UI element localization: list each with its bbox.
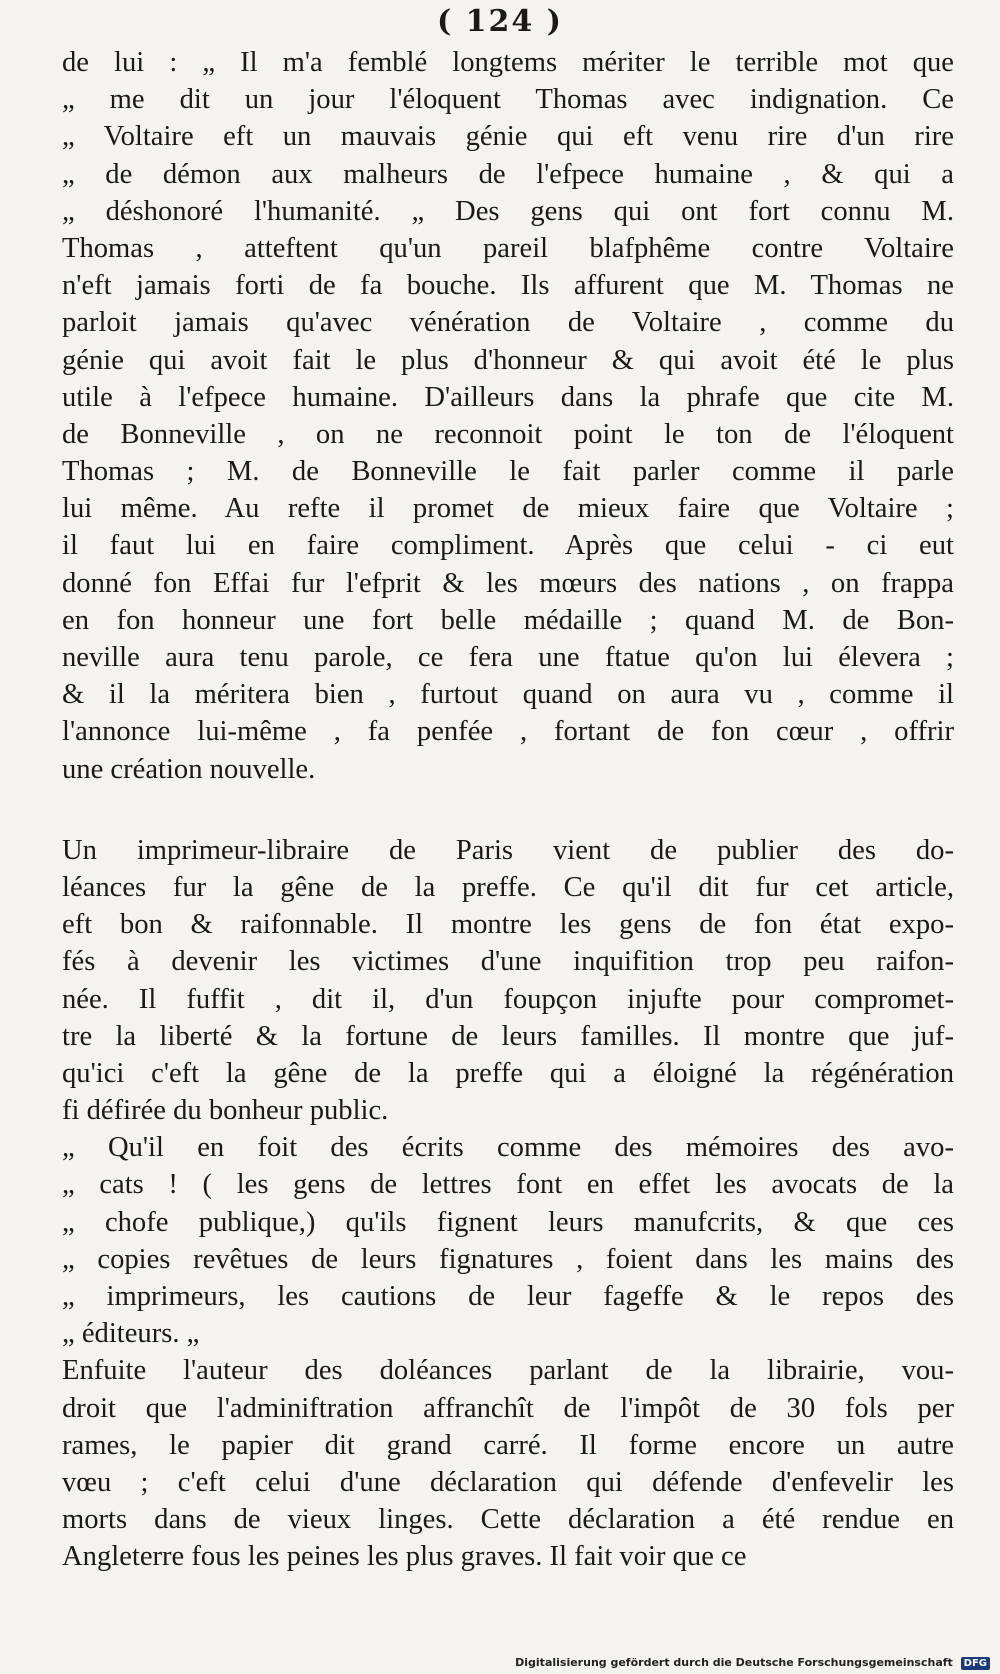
body-text <box>62 44 954 1576</box>
paragraph <box>62 1129 954 1352</box>
text-line: Thomas ; M. de Bonneville le fait parler comme il parle <box>62 456 954 488</box>
text-line: il faut lui en faire compliment. Après que celui - ci eut <box>62 530 954 562</box>
text-line: Enfuite l'auteur des doléances parlant de la librairie, vou- <box>62 1355 954 1387</box>
text-line: „ imprimeurs, les cautions de leur fageffe & le repos des <box>62 1281 954 1312</box>
text-line: „ de démon aux malheurs de l'efpece humaine , & qui a <box>62 158 954 190</box>
text-line: rames, le papier dit grand carré. Il forme encore un autre <box>62 1429 954 1461</box>
text-line: léances fur la gêne de la preffe. Ce qu'il dit fur cet article, <box>62 871 954 903</box>
text-line: „ copies revêtues de leurs fignatures , foient dans les mains des <box>62 1243 954 1275</box>
text-line: Un imprimeur-libraire de Paris vient de publier des do- <box>62 834 954 866</box>
text-line: donné fon Effai fur l'efprit & les mœurs des nations , on frappa <box>62 567 954 599</box>
text-line: qu'ici c'eft la gêne de la preffe qui a éloigné la régénération <box>62 1057 954 1089</box>
text-line: vœu ; c'eft celui d'une déclaration qui défende d'enfevelir les <box>62 1466 954 1498</box>
text-line: n'eft jamais forti de fa bouche. Ils affurent que M. Thomas ne <box>62 270 954 302</box>
text-line: en fon honneur une fort belle médaille ; quand M. de Bon- <box>62 604 954 636</box>
text-line: „ Qu'il en foit des écrits comme des mémoires des avo- <box>62 1132 954 1164</box>
text-line: Angleterre fous les peines les plus graves. Il fait voir que ce <box>62 1541 747 1573</box>
text-line: lui même. Au refte il promet de mieux faire que Voltaire ; <box>62 493 954 525</box>
text-line: „ me dit un jour l'éloquent Thomas avec indignation. Ce <box>62 84 954 116</box>
digitization-credit <box>515 1656 990 1670</box>
paragraph <box>62 832 954 1130</box>
text-line: „ éditeurs. „ <box>62 1318 200 1350</box>
text-line: parloit jamais qu'avec vénération de Voltaire , comme du <box>62 307 954 339</box>
text-line: fi défirée du bonheur public. <box>62 1095 389 1127</box>
text-line: „ déshonoré l'humanité. „ Des gens qui ont fort connu M. <box>62 195 954 227</box>
paragraph <box>62 1352 954 1575</box>
text-line: Thomas , atteftent qu'un pareil blafphême contre Voltaire <box>62 232 954 264</box>
text-line: eft bon & raifonnable. Il montre les gens de fon état expo- <box>62 909 954 941</box>
text-line: tre la liberté & la fortune de leurs familles. Il montre que juf- <box>62 1020 954 1052</box>
text-line: de lui : „ Il m'a femblé longtems mériter le terrible mot que <box>62 47 954 78</box>
text-line: & il la méritera bien , furtout quand on aura vu , comme il <box>62 679 954 711</box>
text-line: de Bonneville , on ne reconnoit point le ton de l'éloquent <box>62 418 954 450</box>
credit-text: Digitalisierung gefördert durch die Deutsche Forschungsgemeinschaft <box>515 1656 953 1669</box>
text-line: génie qui avoit fait le plus d'honneur & qui avoit été le plus <box>62 344 954 376</box>
text-line: née. Il fuffit , dit il, d'un foupçon injufte pour compromet- <box>62 983 954 1015</box>
paragraph-gap <box>62 788 954 832</box>
dfg-logo: DFG <box>961 1657 990 1670</box>
text-line: morts dans de vieux linges. Cette déclaration a été rendue en <box>62 1504 954 1536</box>
page-number: ( 124 ) <box>437 4 563 39</box>
text-line: fés à devenir les victimes d'une inquifition trop peu raifon- <box>62 946 954 978</box>
text-line: neville aura tenu parole, ce fera une ftatue qu'on lui élevera ; <box>62 642 954 673</box>
paragraph <box>62 44 954 788</box>
text-line: utile à l'efpece humaine. D'ailleurs dans la phrafe que cite M. <box>62 381 954 413</box>
text-line: „ cats ! ( les gens de lettres font en effet les avocats de la <box>62 1169 954 1201</box>
text-line: „ Voltaire eft un mauvais génie qui eft venu rire d'un rire <box>62 121 954 153</box>
text-line: une création nouvelle. <box>62 753 316 785</box>
text-line: droit que l'adminiftration affranchît de l'impôt de 30 fols per <box>62 1392 954 1424</box>
text-line: l'annonce lui-même , fa penfée , fortant de fon cœur , offrir <box>62 716 954 748</box>
text-line: „ chofe publique,) qu'ils fignent leurs manufcrits, & que ces <box>62 1206 954 1238</box>
